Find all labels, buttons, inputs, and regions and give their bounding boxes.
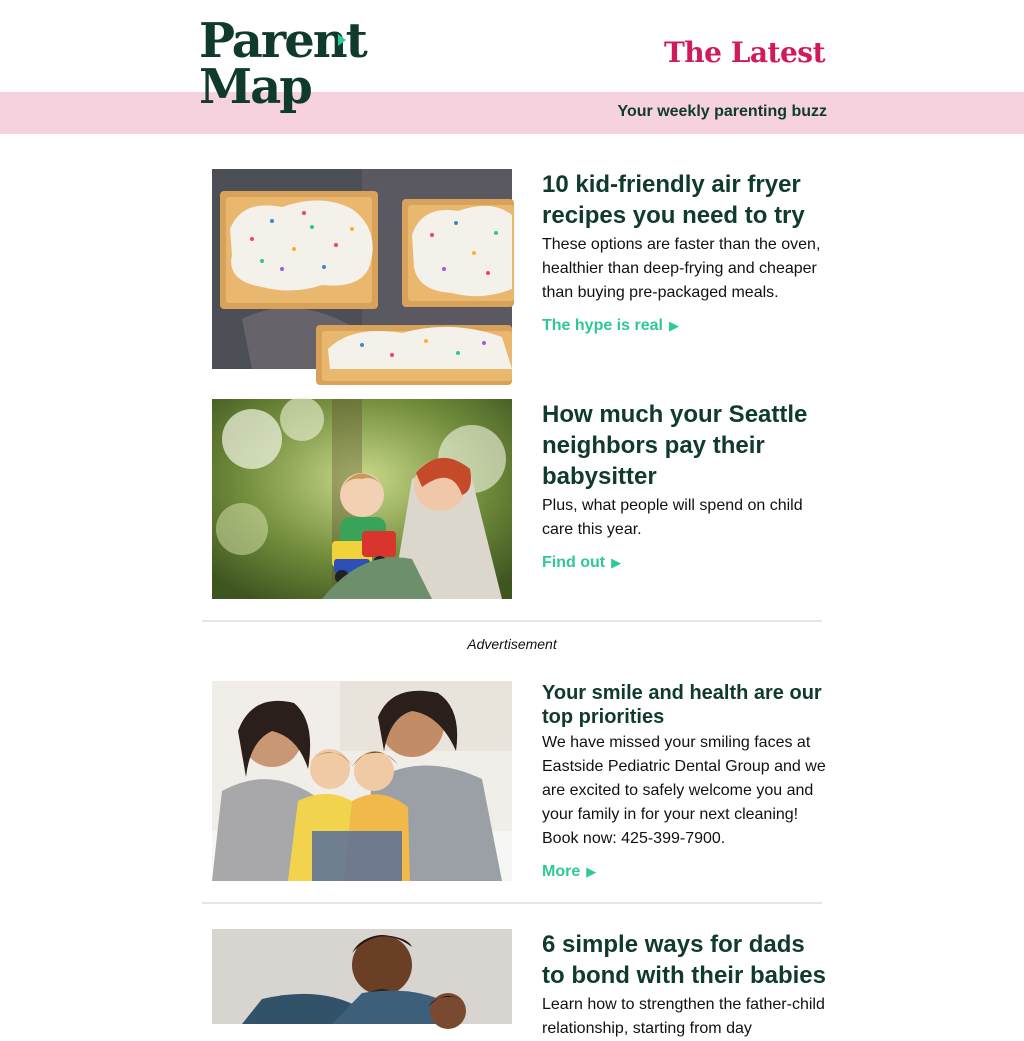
section-divider [202,620,822,622]
ad-description: We have missed your smiling faces at Eastside Pediatric Dental Group and we are excited to safely welcome you and your family in for your next cleaning! Book now: 425-399-7900. [542,734,826,847]
cta-label: More [542,863,581,880]
ad-text [542,681,827,881]
article-text [542,399,827,572]
ad-headline[interactable]: Your smile and health are our top priorities [542,682,822,728]
section-title: The Latest [663,36,825,69]
article-text [542,929,827,1041]
article-description: Learn how to strengthen the father-child relationship, starting from day [542,996,825,1037]
play-arrow-icon: ▶ [611,555,622,570]
article-cta-link[interactable] [542,317,679,335]
article-text [542,169,827,335]
ad-cta-link[interactable] [542,863,596,881]
article-description: Plus, what people will spend on child care this year. [542,497,803,538]
article-card [212,399,824,599]
family-photo [212,681,512,881]
logo-line-1: Parent [199,13,366,69]
mother-toddler-photo [212,399,512,599]
parentmap-logo[interactable] [199,13,366,122]
play-triangle-icon [338,34,346,46]
toaster-pastries-photo [212,169,512,369]
ad-image[interactable] [212,681,512,881]
cta-label: Find out [542,554,606,571]
section-divider [202,902,822,904]
article-card [212,929,826,1037]
play-arrow-icon: ▶ [586,864,597,879]
article-image[interactable] [212,169,512,369]
article-headline[interactable]: 10 kid-friendly air fryer recipes you need to try [542,171,805,229]
tagline-text: Your weekly parenting buzz [617,103,827,120]
article-headline[interactable]: How much your Seattle neighbors pay their babysitter [542,401,808,490]
article-cta-link[interactable] [542,554,621,572]
play-arrow-icon: ▶ [668,318,679,333]
article-image[interactable] [212,929,512,1024]
cta-label: The hype is real [542,317,663,334]
article-headline[interactable]: 6 simple ways for dads to bond with their babies [542,931,826,989]
tagline-banner [0,92,1024,134]
article-card [212,169,824,369]
article-image[interactable] [212,399,512,599]
advertisement-label: Advertisement [467,636,557,652]
advertisement-card [212,681,824,881]
logo-line-2: Map [199,59,311,115]
article-description: These options are faster than the oven, healthier than deep-frying and cheaper than buying pre-packaged meals. [542,236,821,301]
dad-baby-photo [212,929,512,1024]
